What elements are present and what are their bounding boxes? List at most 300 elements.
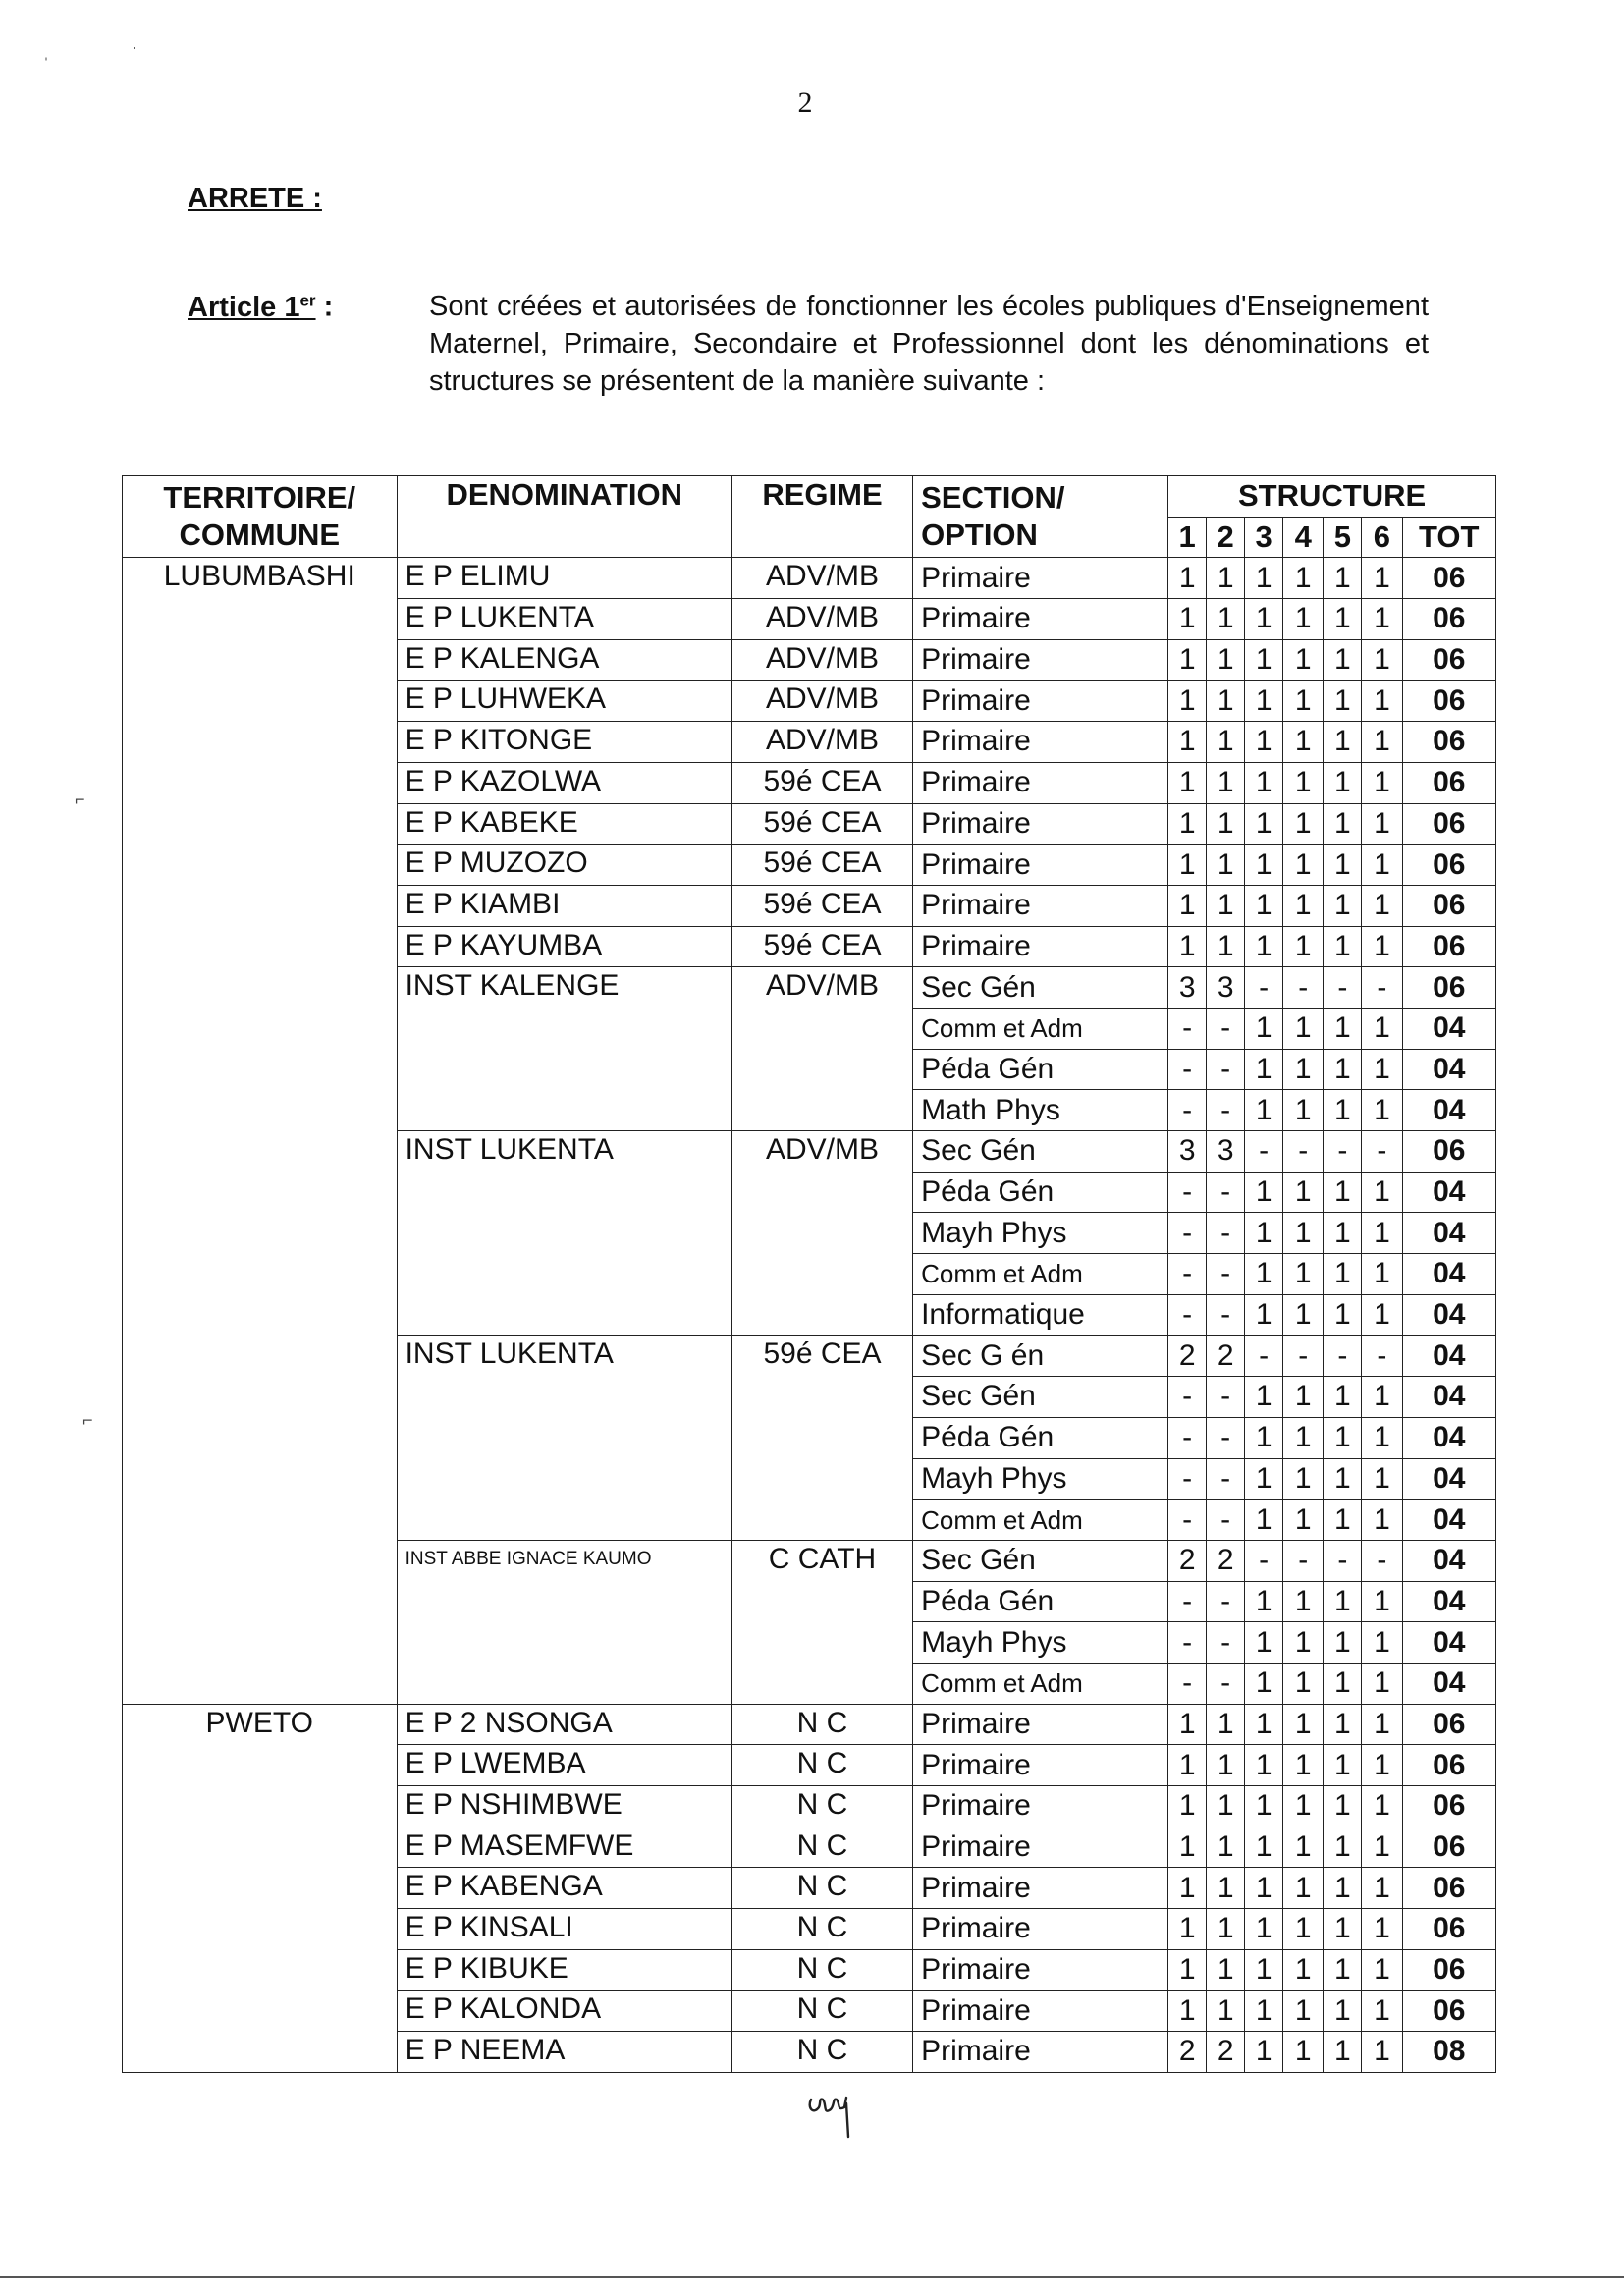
cell-structure-2: 3 — [1207, 1131, 1245, 1173]
cell-regime: N C — [731, 1991, 912, 2032]
cell-structure-2: 2 — [1207, 2032, 1245, 2073]
cell-structure-6: - — [1362, 1540, 1402, 1581]
cell-structure-6: 1 — [1362, 845, 1402, 886]
cell-section: Mayh Phys — [913, 1622, 1168, 1664]
cell-regime: 59é CEA — [731, 1336, 912, 1540]
cell-structure-3: 1 — [1245, 722, 1283, 763]
cell-structure-1: 1 — [1168, 1909, 1207, 1950]
cell-structure-5: 1 — [1324, 1172, 1362, 1213]
cell-structure-3: 1 — [1245, 1049, 1283, 1090]
cell-structure-2: - — [1207, 1008, 1245, 1049]
cell-structure-4: 1 — [1283, 1458, 1324, 1500]
cell-structure-3: - — [1245, 1336, 1283, 1377]
cell-structure-4: 1 — [1283, 1827, 1324, 1868]
cell-structure-6: 1 — [1362, 1213, 1402, 1254]
cell-structure-4: 1 — [1283, 1090, 1324, 1131]
cell-structure-1: 1 — [1168, 845, 1207, 886]
cell-structure-5: 1 — [1324, 1868, 1362, 1909]
cell-structure-3: 1 — [1245, 1294, 1283, 1336]
cell-structure-4: 1 — [1283, 1049, 1324, 1090]
cell-structure-3: 1 — [1245, 1458, 1283, 1500]
cell-total: 06 — [1402, 639, 1496, 681]
scan-speck: ˈ — [43, 55, 49, 75]
cell-total: 06 — [1402, 926, 1496, 967]
cell-structure-5: 1 — [1324, 599, 1362, 640]
cell-structure-4: - — [1283, 967, 1324, 1009]
cell-total: 04 — [1402, 1377, 1496, 1418]
cell-regime: N C — [731, 1745, 912, 1786]
header-col-2: 2 — [1207, 517, 1245, 558]
cell-section: Primaire — [913, 558, 1168, 599]
cell-total: 04 — [1402, 1172, 1496, 1213]
cell-total: 04 — [1402, 1540, 1496, 1581]
cell-structure-4: 1 — [1283, 1745, 1324, 1786]
cell-structure-6: 1 — [1362, 1090, 1402, 1131]
cell-regime: 59é CEA — [731, 845, 912, 886]
cell-structure-3: 1 — [1245, 1500, 1283, 1541]
cell-section: Mayh Phys — [913, 1213, 1168, 1254]
cell-structure-6: 1 — [1362, 1500, 1402, 1541]
cell-structure-6: 1 — [1362, 722, 1402, 763]
cell-structure-5: 1 — [1324, 1254, 1362, 1295]
cell-structure-3: 1 — [1245, 1786, 1283, 1827]
cell-structure-3: 1 — [1245, 1745, 1283, 1786]
cell-denomination: E P NSHIMBWE — [397, 1786, 731, 1827]
cell-structure-3: 1 — [1245, 1090, 1283, 1131]
article-label — [188, 291, 333, 324]
cell-structure-2: 3 — [1207, 967, 1245, 1009]
cell-structure-1: 1 — [1168, 762, 1207, 803]
cell-regime: N C — [731, 1704, 912, 1745]
cell-section: Primaire — [913, 681, 1168, 722]
cell-section: Primaire — [913, 762, 1168, 803]
cell-structure-1: - — [1168, 1008, 1207, 1049]
cell-structure-6: 1 — [1362, 1254, 1402, 1295]
cell-total: 04 — [1402, 1049, 1496, 1090]
cell-total: 06 — [1402, 722, 1496, 763]
cell-structure-1: 2 — [1168, 1336, 1207, 1377]
header-col-tot: TOT — [1402, 517, 1496, 558]
cell-total: 04 — [1402, 1663, 1496, 1704]
cell-structure-3: 1 — [1245, 639, 1283, 681]
cell-structure-1: 1 — [1168, 681, 1207, 722]
cell-structure-3: 1 — [1245, 1377, 1283, 1418]
table-row — [123, 1704, 1496, 1745]
article-label-sup: er — [299, 291, 316, 309]
cell-structure-2: 2 — [1207, 1336, 1245, 1377]
header-section: SECTION/ OPTION — [913, 476, 1168, 558]
cell-structure-5: 1 — [1324, 722, 1362, 763]
cell-structure-1: 1 — [1168, 1868, 1207, 1909]
cell-structure-5: 1 — [1324, 1704, 1362, 1745]
cell-structure-6: 1 — [1362, 1294, 1402, 1336]
cell-structure-6: 1 — [1362, 1172, 1402, 1213]
cell-total: 04 — [1402, 1458, 1496, 1500]
cell-structure-2: 1 — [1207, 1949, 1245, 1991]
cell-structure-1: 1 — [1168, 926, 1207, 967]
cell-structure-1: - — [1168, 1581, 1207, 1622]
cell-structure-2: - — [1207, 1663, 1245, 1704]
cell-total: 06 — [1402, 967, 1496, 1009]
cell-structure-4: - — [1283, 1336, 1324, 1377]
cell-denomination: E P NEEMA — [397, 2032, 731, 2073]
cell-total: 04 — [1402, 1254, 1496, 1295]
cell-structure-5: 1 — [1324, 926, 1362, 967]
cell-structure-3: 1 — [1245, 1172, 1283, 1213]
cell-structure-1: 1 — [1168, 1827, 1207, 1868]
cell-denomination: INST LUKENTA — [397, 1336, 731, 1540]
cell-structure-3: - — [1245, 1540, 1283, 1581]
cell-denomination: INST LUKENTA — [397, 1131, 731, 1336]
cell-total: 06 — [1402, 803, 1496, 845]
cell-structure-6: - — [1362, 1131, 1402, 1173]
cell-regime: 59é CEA — [731, 762, 912, 803]
cell-structure-5: - — [1324, 967, 1362, 1009]
cell-section: Sec Gén — [913, 1540, 1168, 1581]
header-structure: STRUCTURE — [1168, 476, 1496, 518]
cell-structure-2: - — [1207, 1172, 1245, 1213]
table-row — [123, 558, 1496, 599]
cell-structure-4: 1 — [1283, 1008, 1324, 1049]
cell-total: 04 — [1402, 1090, 1496, 1131]
cell-structure-4: 1 — [1283, 1254, 1324, 1295]
cell-denomination: E P MASEMFWE — [397, 1827, 731, 1868]
cell-structure-5: 1 — [1324, 1008, 1362, 1049]
cell-structure-5: 1 — [1324, 1090, 1362, 1131]
header-col-6: 6 — [1362, 517, 1402, 558]
table-body — [123, 558, 1496, 2072]
cell-total: 06 — [1402, 1131, 1496, 1173]
cell-structure-1: 1 — [1168, 1745, 1207, 1786]
cell-structure-1: - — [1168, 1663, 1207, 1704]
schools-structure-table — [122, 475, 1496, 2073]
cell-regime: 59é CEA — [731, 926, 912, 967]
cell-structure-5: 1 — [1324, 1377, 1362, 1418]
cell-structure-1: 1 — [1168, 803, 1207, 845]
cell-structure-6: 1 — [1362, 1417, 1402, 1458]
cell-structure-3: 1 — [1245, 558, 1283, 599]
cell-structure-1: - — [1168, 1049, 1207, 1090]
cell-structure-2: 1 — [1207, 885, 1245, 926]
cell-regime: N C — [731, 1827, 912, 1868]
header-denomination: DENOMINATION — [397, 476, 731, 558]
cell-section: Math Phys — [913, 1090, 1168, 1131]
cell-regime: N C — [731, 1909, 912, 1950]
cell-structure-2: - — [1207, 1581, 1245, 1622]
cell-total: 04 — [1402, 1336, 1496, 1377]
cell-section: Primaire — [913, 1868, 1168, 1909]
cell-structure-3: 1 — [1245, 762, 1283, 803]
cell-structure-5: 1 — [1324, 1213, 1362, 1254]
cell-structure-5: 1 — [1324, 639, 1362, 681]
cell-structure-2: 1 — [1207, 1909, 1245, 1950]
cell-structure-1: 1 — [1168, 1949, 1207, 1991]
cell-structure-1: 1 — [1168, 558, 1207, 599]
cell-section: Primaire — [913, 2032, 1168, 2073]
signature-initials — [805, 2086, 874, 2141]
cell-structure-6: 1 — [1362, 1745, 1402, 1786]
cell-structure-1: 3 — [1168, 1131, 1207, 1173]
cell-structure-2: 1 — [1207, 803, 1245, 845]
cell-structure-6: 1 — [1362, 1704, 1402, 1745]
header-col-3: 3 — [1245, 517, 1283, 558]
cell-structure-5: - — [1324, 1131, 1362, 1173]
cell-structure-5: 1 — [1324, 803, 1362, 845]
cell-section: Primaire — [913, 1909, 1168, 1950]
cell-section: Primaire — [913, 803, 1168, 845]
cell-section: Sec Gén — [913, 967, 1168, 1009]
cell-total: 08 — [1402, 2032, 1496, 2073]
cell-section: Péda Gén — [913, 1172, 1168, 1213]
cell-structure-3: 1 — [1245, 1213, 1283, 1254]
cell-structure-3: 1 — [1245, 926, 1283, 967]
cell-regime: ADV/MB — [731, 967, 912, 1131]
cell-section: Primaire — [913, 1786, 1168, 1827]
cell-structure-3: 1 — [1245, 1254, 1283, 1295]
cell-structure-6: 1 — [1362, 1827, 1402, 1868]
cell-structure-4: 1 — [1283, 885, 1324, 926]
cell-territoire: PWETO — [123, 1704, 398, 2072]
cell-denomination: E P 2 NSONGA — [397, 1704, 731, 1745]
cell-denomination: E P MUZOZO — [397, 845, 731, 886]
cell-structure-1: 3 — [1168, 967, 1207, 1009]
cell-regime: N C — [731, 1868, 912, 1909]
cell-structure-1: 1 — [1168, 639, 1207, 681]
cell-denomination: INST KALENGE — [397, 967, 731, 1131]
cell-structure-2: 2 — [1207, 1540, 1245, 1581]
cell-section: Primaire — [913, 1949, 1168, 1991]
cell-structure-5: 1 — [1324, 1622, 1362, 1664]
cell-regime: ADV/MB — [731, 558, 912, 599]
cell-structure-1: 1 — [1168, 885, 1207, 926]
cell-structure-6: - — [1362, 1336, 1402, 1377]
cell-regime: N C — [731, 2032, 912, 2073]
cell-structure-1: - — [1168, 1294, 1207, 1336]
cell-structure-3: 1 — [1245, 1991, 1283, 2032]
cell-structure-5: 1 — [1324, 1909, 1362, 1950]
cell-total: 06 — [1402, 1827, 1496, 1868]
cell-structure-4: 1 — [1283, 845, 1324, 886]
cell-structure-4: 1 — [1283, 1786, 1324, 1827]
cell-structure-1: - — [1168, 1213, 1207, 1254]
cell-regime: ADV/MB — [731, 681, 912, 722]
cell-denomination: E P KIAMBI — [397, 885, 731, 926]
cell-total: 06 — [1402, 1909, 1496, 1950]
cell-structure-2: - — [1207, 1254, 1245, 1295]
cell-total: 06 — [1402, 1745, 1496, 1786]
cell-section: Comm et Adm — [913, 1008, 1168, 1049]
cell-structure-6: 1 — [1362, 681, 1402, 722]
cell-structure-4: 1 — [1283, 599, 1324, 640]
cell-section: Péda Gén — [913, 1417, 1168, 1458]
cell-denomination: E P ELIMU — [397, 558, 731, 599]
cell-structure-2: - — [1207, 1090, 1245, 1131]
cell-section: Primaire — [913, 722, 1168, 763]
cell-denomination: E P KABENGA — [397, 1868, 731, 1909]
cell-structure-2: 1 — [1207, 926, 1245, 967]
cell-structure-1: 2 — [1168, 2032, 1207, 2073]
cell-denomination: INST ABBE IGNACE KAUMO — [397, 1540, 731, 1704]
cell-section: Péda Gén — [913, 1581, 1168, 1622]
cell-total: 04 — [1402, 1294, 1496, 1336]
cell-structure-1: 1 — [1168, 1991, 1207, 2032]
cell-total: 04 — [1402, 1213, 1496, 1254]
cell-structure-6: 1 — [1362, 803, 1402, 845]
cell-denomination: E P KAZOLWA — [397, 762, 731, 803]
cell-structure-5: 1 — [1324, 681, 1362, 722]
cell-structure-6: 1 — [1362, 1909, 1402, 1950]
cell-structure-2: 1 — [1207, 1868, 1245, 1909]
cell-structure-6: 1 — [1362, 1622, 1402, 1664]
cell-denomination: E P KIBUKE — [397, 1949, 731, 1991]
cell-regime: N C — [731, 1786, 912, 1827]
cell-structure-6: 1 — [1362, 1949, 1402, 1991]
cell-denomination: E P KITONGE — [397, 722, 731, 763]
cell-section: Comm et Adm — [913, 1254, 1168, 1295]
cell-structure-6: 1 — [1362, 2032, 1402, 2073]
scan-speck: ⌐ — [82, 1410, 93, 1430]
cell-structure-5: 1 — [1324, 1827, 1362, 1868]
cell-regime: C CATH — [731, 1540, 912, 1704]
cell-structure-5: 1 — [1324, 1500, 1362, 1541]
cell-total: 06 — [1402, 1704, 1496, 1745]
cell-section: Mayh Phys — [913, 1458, 1168, 1500]
cell-structure-1: - — [1168, 1254, 1207, 1295]
cell-regime: 59é CEA — [731, 803, 912, 845]
cell-structure-1: - — [1168, 1622, 1207, 1664]
cell-structure-5: 1 — [1324, 845, 1362, 886]
cell-denomination: E P KALENGA — [397, 639, 731, 681]
cell-regime: ADV/MB — [731, 1131, 912, 1336]
cell-section: Primaire — [913, 1827, 1168, 1868]
header-regime: REGIME — [731, 476, 912, 558]
cell-total: 06 — [1402, 885, 1496, 926]
cell-section: Primaire — [913, 639, 1168, 681]
cell-structure-1: - — [1168, 1090, 1207, 1131]
cell-structure-5: 1 — [1324, 1745, 1362, 1786]
cell-structure-4: 1 — [1283, 722, 1324, 763]
cell-structure-6: 1 — [1362, 1663, 1402, 1704]
cell-structure-5: 1 — [1324, 1294, 1362, 1336]
cell-structure-3: 1 — [1245, 1704, 1283, 1745]
cell-structure-6: 1 — [1362, 639, 1402, 681]
cell-structure-4: 1 — [1283, 1704, 1324, 1745]
cell-structure-6: 1 — [1362, 599, 1402, 640]
cell-structure-4: - — [1283, 1131, 1324, 1173]
cell-section: Sec Gén — [913, 1131, 1168, 1173]
cell-structure-5: 1 — [1324, 2032, 1362, 2073]
cell-structure-6: 1 — [1362, 885, 1402, 926]
cell-structure-1: - — [1168, 1377, 1207, 1418]
cell-structure-3: 1 — [1245, 1581, 1283, 1622]
cell-structure-3: 1 — [1245, 599, 1283, 640]
cell-structure-2: - — [1207, 1500, 1245, 1541]
cell-structure-1: - — [1168, 1458, 1207, 1500]
scan-speck: ⌐ — [75, 790, 85, 809]
cell-total: 06 — [1402, 558, 1496, 599]
cell-structure-3: 1 — [1245, 2032, 1283, 2073]
cell-total: 04 — [1402, 1500, 1496, 1541]
header-col-5: 5 — [1324, 517, 1362, 558]
cell-structure-4: 1 — [1283, 1213, 1324, 1254]
cell-structure-6: 1 — [1362, 1377, 1402, 1418]
cell-total: 06 — [1402, 1868, 1496, 1909]
article-text: Sont créées et autorisées de fonctionner les écoles publiques d'Enseignement Maternel, Primaire, Secondaire et Professionnel dont les dénominations et structures se présentent de la manière suivante : — [429, 291, 1429, 397]
cell-structure-2: - — [1207, 1622, 1245, 1664]
header-col-1: 1 — [1168, 517, 1207, 558]
cell-structure-3: 1 — [1245, 1909, 1283, 1950]
cell-section: Sec Gén — [913, 1377, 1168, 1418]
cell-section: Primaire — [913, 926, 1168, 967]
cell-structure-3: - — [1245, 967, 1283, 1009]
cell-structure-5: 1 — [1324, 1786, 1362, 1827]
cell-regime: N C — [731, 1949, 912, 1991]
cell-structure-5: 1 — [1324, 1581, 1362, 1622]
cell-structure-4: 1 — [1283, 762, 1324, 803]
cell-structure-1: 2 — [1168, 1540, 1207, 1581]
cell-structure-2: 1 — [1207, 1786, 1245, 1827]
table-header — [123, 476, 1496, 558]
cell-structure-6: 1 — [1362, 1991, 1402, 2032]
cell-structure-1: 1 — [1168, 722, 1207, 763]
cell-denomination: E P KALONDA — [397, 1991, 731, 2032]
scan-speck: · — [132, 37, 137, 57]
cell-structure-6: 1 — [1362, 1049, 1402, 1090]
cell-structure-2: - — [1207, 1049, 1245, 1090]
cell-structure-4: 1 — [1283, 1622, 1324, 1664]
cell-structure-2: - — [1207, 1377, 1245, 1418]
cell-section: Primaire — [913, 845, 1168, 886]
cell-structure-6: 1 — [1362, 1868, 1402, 1909]
cell-structure-4: 1 — [1283, 681, 1324, 722]
cell-structure-2: 1 — [1207, 639, 1245, 681]
cell-structure-5: 1 — [1324, 1417, 1362, 1458]
cell-structure-2: - — [1207, 1458, 1245, 1500]
cell-structure-2: - — [1207, 1417, 1245, 1458]
cell-denomination: E P KINSALI — [397, 1909, 731, 1950]
cell-structure-5: 1 — [1324, 1949, 1362, 1991]
cell-regime: 59é CEA — [731, 885, 912, 926]
cell-structure-3: - — [1245, 1131, 1283, 1173]
cell-structure-1: 1 — [1168, 1786, 1207, 1827]
cell-total: 04 — [1402, 1581, 1496, 1622]
cell-total: 06 — [1402, 762, 1496, 803]
cell-structure-3: 1 — [1245, 885, 1283, 926]
cell-structure-2: 1 — [1207, 1991, 1245, 2032]
cell-section: Sec G én — [913, 1336, 1168, 1377]
cell-structure-3: 1 — [1245, 1663, 1283, 1704]
cell-structure-4: 1 — [1283, 1417, 1324, 1458]
cell-structure-5: - — [1324, 1336, 1362, 1377]
cell-structure-4: 1 — [1283, 1294, 1324, 1336]
cell-structure-3: 1 — [1245, 1622, 1283, 1664]
cell-structure-6: 1 — [1362, 926, 1402, 967]
cell-structure-2: 1 — [1207, 558, 1245, 599]
cell-structure-4: 1 — [1283, 1868, 1324, 1909]
cell-structure-5: 1 — [1324, 1991, 1362, 2032]
cell-total: 04 — [1402, 1008, 1496, 1049]
cell-structure-3: 1 — [1245, 681, 1283, 722]
cell-structure-4: 1 — [1283, 558, 1324, 599]
cell-total: 06 — [1402, 681, 1496, 722]
arrete-heading: ARRETE : — [188, 183, 322, 214]
cell-structure-4: 1 — [1283, 803, 1324, 845]
cell-structure-4: 1 — [1283, 1377, 1324, 1418]
cell-structure-2: 1 — [1207, 845, 1245, 886]
header-territoire: TERRITOIRE/ COMMUNE — [123, 476, 398, 558]
cell-total: 04 — [1402, 1417, 1496, 1458]
cell-section: Primaire — [913, 599, 1168, 640]
